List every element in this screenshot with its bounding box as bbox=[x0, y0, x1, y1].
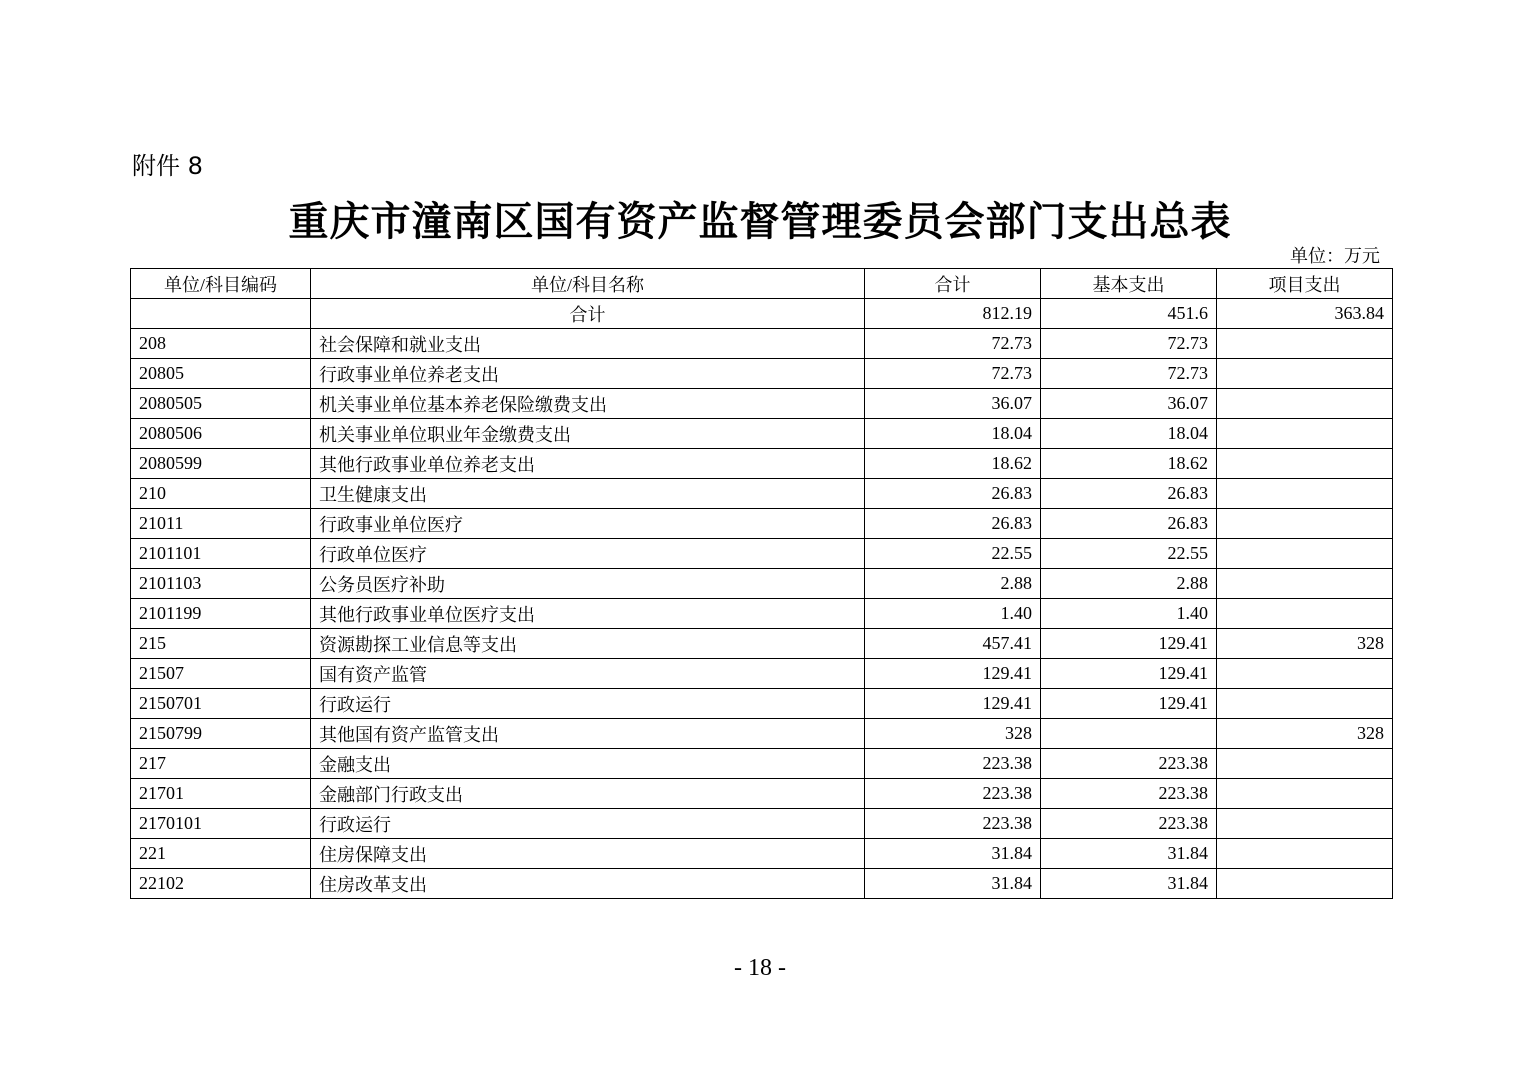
page-title: 重庆市潼南区国有资产监督管理委员会部门支出总表 bbox=[288, 198, 1232, 245]
cell-name: 社会保障和就业支出 bbox=[311, 329, 865, 359]
table-row bbox=[131, 809, 1393, 839]
table-row bbox=[131, 779, 1393, 809]
cell-project bbox=[1217, 389, 1393, 419]
cell-name: 机关事业单位基本养老保险缴费支出 bbox=[311, 389, 865, 419]
attachment-label: 附件 8 bbox=[132, 152, 203, 180]
table-row bbox=[131, 479, 1393, 509]
cell-name: 行政事业单位养老支出 bbox=[311, 359, 865, 389]
cell-name: 机关事业单位职业年金缴费支出 bbox=[311, 419, 865, 449]
cell-name: 国有资产监管 bbox=[311, 659, 865, 689]
header-name: 单位/科目名称 bbox=[311, 269, 865, 299]
cell-basic: 223.38 bbox=[1041, 809, 1217, 839]
cell-total: 36.07 bbox=[865, 389, 1041, 419]
cell-code: 2170101 bbox=[131, 809, 311, 839]
table-row bbox=[131, 749, 1393, 779]
cell-project bbox=[1217, 329, 1393, 359]
cell-name: 行政单位医疗 bbox=[311, 539, 865, 569]
cell-code: 2101101 bbox=[131, 539, 311, 569]
cell-total: 72.73 bbox=[865, 359, 1041, 389]
table-row bbox=[131, 629, 1393, 659]
cell-total: 457.41 bbox=[865, 629, 1041, 659]
table-row bbox=[131, 449, 1393, 479]
cell-basic: 31.84 bbox=[1041, 839, 1217, 869]
table-row bbox=[131, 539, 1393, 569]
cell-code: 2101103 bbox=[131, 569, 311, 599]
cell-basic: 22.55 bbox=[1041, 539, 1217, 569]
cell-project bbox=[1217, 419, 1393, 449]
cell-name: 住房改革支出 bbox=[311, 869, 865, 899]
cell-basic: 1.40 bbox=[1041, 599, 1217, 629]
cell-name: 其他行政事业单位医疗支出 bbox=[311, 599, 865, 629]
table-row bbox=[131, 569, 1393, 599]
expenditure-table bbox=[130, 268, 1393, 899]
cell-total: 129.41 bbox=[865, 659, 1041, 689]
table-row bbox=[131, 689, 1393, 719]
cell-project bbox=[1217, 359, 1393, 389]
page-number: - 18 - bbox=[734, 955, 786, 981]
cell-project bbox=[1217, 749, 1393, 779]
cell-total: 72.73 bbox=[865, 329, 1041, 359]
cell-total: 129.41 bbox=[865, 689, 1041, 719]
cell-basic: 451.6 bbox=[1041, 299, 1217, 329]
total-row bbox=[131, 299, 1393, 329]
cell-code: 221 bbox=[131, 839, 311, 869]
cell-code: 2101199 bbox=[131, 599, 311, 629]
cell-name: 住房保障支出 bbox=[311, 839, 865, 869]
table-row bbox=[131, 359, 1393, 389]
header-project: 项目支出 bbox=[1217, 269, 1393, 299]
cell-project bbox=[1217, 449, 1393, 479]
cell-name: 其他国有资产监管支出 bbox=[311, 719, 865, 749]
cell-project: 328 bbox=[1217, 719, 1393, 749]
cell-basic bbox=[1041, 719, 1217, 749]
table-row bbox=[131, 509, 1393, 539]
cell-project bbox=[1217, 479, 1393, 509]
cell-code: 210 bbox=[131, 479, 311, 509]
cell-project bbox=[1217, 569, 1393, 599]
table-row bbox=[131, 719, 1393, 749]
cell-basic: 31.84 bbox=[1041, 869, 1217, 899]
cell-name: 资源勘探工业信息等支出 bbox=[311, 629, 865, 659]
cell-total: 223.38 bbox=[865, 809, 1041, 839]
table-row bbox=[131, 599, 1393, 629]
cell-total: 223.38 bbox=[865, 779, 1041, 809]
cell-basic: 2.88 bbox=[1041, 569, 1217, 599]
cell-code: 2080599 bbox=[131, 449, 311, 479]
cell-basic: 129.41 bbox=[1041, 659, 1217, 689]
cell-code: 22102 bbox=[131, 869, 311, 899]
cell-project: 363.84 bbox=[1217, 299, 1393, 329]
cell-total: 31.84 bbox=[865, 839, 1041, 869]
cell-basic: 223.38 bbox=[1041, 749, 1217, 779]
cell-project bbox=[1217, 689, 1393, 719]
cell-project bbox=[1217, 869, 1393, 899]
cell-total: 812.19 bbox=[865, 299, 1041, 329]
cell-project bbox=[1217, 839, 1393, 869]
cell-basic: 72.73 bbox=[1041, 359, 1217, 389]
cell-basic: 18.04 bbox=[1041, 419, 1217, 449]
cell-total: 1.40 bbox=[865, 599, 1041, 629]
cell-code: 2150799 bbox=[131, 719, 311, 749]
cell-total: 18.62 bbox=[865, 449, 1041, 479]
cell-total: 22.55 bbox=[865, 539, 1041, 569]
cell-name: 行政运行 bbox=[311, 809, 865, 839]
cell-code: 20805 bbox=[131, 359, 311, 389]
cell-basic: 223.38 bbox=[1041, 779, 1217, 809]
cell-basic: 18.62 bbox=[1041, 449, 1217, 479]
cell-code: 217 bbox=[131, 749, 311, 779]
cell-code: 208 bbox=[131, 329, 311, 359]
cell-code: 21507 bbox=[131, 659, 311, 689]
cell-project bbox=[1217, 779, 1393, 809]
cell-total: 26.83 bbox=[865, 479, 1041, 509]
cell-basic: 36.07 bbox=[1041, 389, 1217, 419]
cell-name: 行政运行 bbox=[311, 689, 865, 719]
cell-total: 328 bbox=[865, 719, 1041, 749]
cell-basic: 26.83 bbox=[1041, 509, 1217, 539]
cell-name: 金融部门行政支出 bbox=[311, 779, 865, 809]
cell-code: 21011 bbox=[131, 509, 311, 539]
cell-project: 328 bbox=[1217, 629, 1393, 659]
table-row bbox=[131, 839, 1393, 869]
table-row bbox=[131, 329, 1393, 359]
cell-total: 18.04 bbox=[865, 419, 1041, 449]
cell-code: 2150701 bbox=[131, 689, 311, 719]
cell-code: 2080505 bbox=[131, 389, 311, 419]
cell-total: 26.83 bbox=[865, 509, 1041, 539]
cell-total: 223.38 bbox=[865, 749, 1041, 779]
cell-name: 金融支出 bbox=[311, 749, 865, 779]
cell-project bbox=[1217, 659, 1393, 689]
cell-code bbox=[131, 299, 311, 329]
cell-basic: 129.41 bbox=[1041, 689, 1217, 719]
cell-code: 2080506 bbox=[131, 419, 311, 449]
cell-project bbox=[1217, 539, 1393, 569]
table-row bbox=[131, 389, 1393, 419]
cell-basic: 129.41 bbox=[1041, 629, 1217, 659]
table-row bbox=[131, 419, 1393, 449]
header-total: 合计 bbox=[865, 269, 1041, 299]
cell-code: 21701 bbox=[131, 779, 311, 809]
cell-name: 其他行政事业单位养老支出 bbox=[311, 449, 865, 479]
header-code: 单位/科目编码 bbox=[131, 269, 311, 299]
cell-total: 2.88 bbox=[865, 569, 1041, 599]
cell-basic: 26.83 bbox=[1041, 479, 1217, 509]
cell-name: 合计 bbox=[311, 299, 865, 329]
table-row bbox=[131, 869, 1393, 899]
cell-project bbox=[1217, 809, 1393, 839]
cell-project bbox=[1217, 509, 1393, 539]
header-row bbox=[131, 269, 1393, 299]
cell-name: 公务员医疗补助 bbox=[311, 569, 865, 599]
cell-project bbox=[1217, 599, 1393, 629]
header-basic: 基本支出 bbox=[1041, 269, 1217, 299]
unit-label: 单位：万元 bbox=[1290, 246, 1380, 266]
cell-name: 卫生健康支出 bbox=[311, 479, 865, 509]
cell-basic: 72.73 bbox=[1041, 329, 1217, 359]
cell-total: 31.84 bbox=[865, 869, 1041, 899]
table-row bbox=[131, 659, 1393, 689]
cell-name: 行政事业单位医疗 bbox=[311, 509, 865, 539]
cell-code: 215 bbox=[131, 629, 311, 659]
